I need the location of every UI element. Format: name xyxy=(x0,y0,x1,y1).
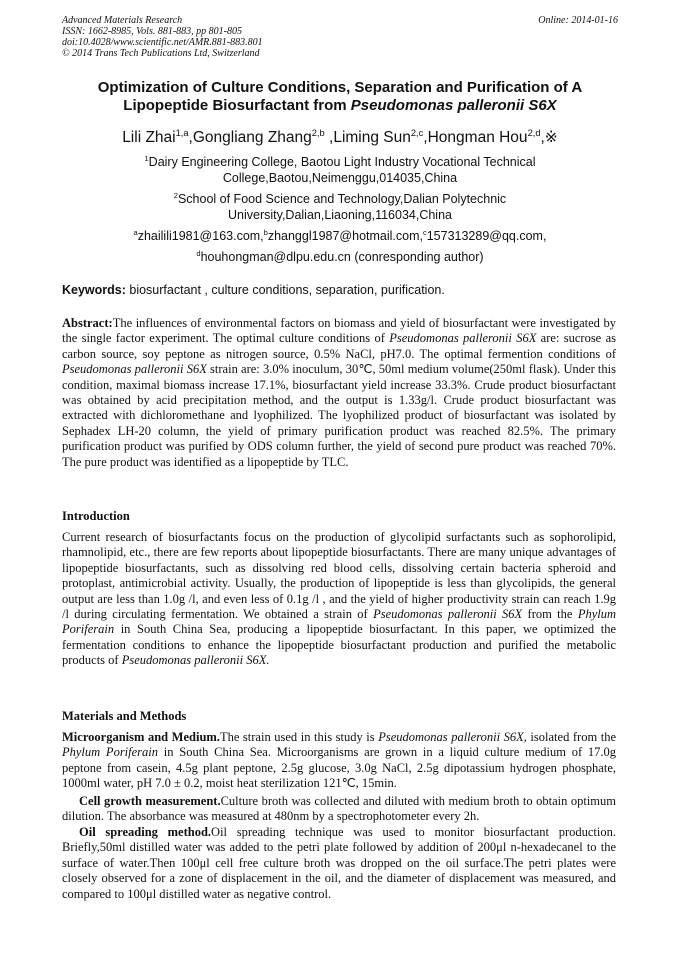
author-name: ,Gongliang Zhang xyxy=(188,129,312,146)
affiliation-2 xyxy=(60,191,620,223)
abstract-text: strain are: 3.0% inoculum, 30℃, 50ml medium volume(250ml flask). Under this condition, maximal biomass increase 17.1%, biosurfactant yield increase 33.3%. Crude product biosurfactant was obtained by acid precipitation method, and the output is 1.33g/l. Crude product biosurfactant was extracted with dichloromethane and lyophilized. The lyophilized product of biosurfactant was isolated by Sephadex LH-20 column, the yield of primary purification product was reached 82.5%. The primary purification product was purified by ODS column further, the yield of second pure product was reached 70%. The pure product was identified as a lipopeptide by TLC. xyxy=(62,362,616,469)
abstract-text: are: sucrose as carbon source, soy peptone as nitrogen source, 0.5% NaCl, pH7.0. The optimal fermention conditions of xyxy=(62,331,616,361)
introduction-paragraph xyxy=(62,530,616,669)
email-block xyxy=(60,228,620,265)
author-sup: 2,c xyxy=(410,127,424,138)
methods-italic: Pseudomonas palleronii S6X xyxy=(378,730,524,744)
abstract-text: The influences of environmental factors on biomass and yield of biosurfactant were investigated by the single factor experiment. The optimal culture conditions of xyxy=(62,316,616,346)
abstract-italic: Pseudomonas palleronii S6X xyxy=(62,362,207,377)
methods-text: The strain used in this study is xyxy=(219,730,379,744)
doi: doi:10.4028/www.scientific.net/AMR.881-883.801 xyxy=(62,37,263,48)
methods-text: Oil spreading technique was used to monitor biosurfactant production. Briefly,50ml distilled water was added to the petri plate followed by addition of 200μl n-hexadecanel to the surface of water.Then 100μl cell free culture broth was dropped on the oil surface.The petri plates were closely observed for a zone of displacement in the oil, and the diameter of displacement was measured, and compared to 100μl distilled water as negative control. xyxy=(62,825,616,901)
title-line-1: Optimization of Culture Conditions, Separation and Purification of A xyxy=(97,79,583,96)
abstract-italic: Pseudomonas palleronii S6X xyxy=(389,331,537,346)
author-name: ,Hongman Hou xyxy=(423,129,528,146)
author-name: Lili Zhai xyxy=(122,129,176,146)
methods-heading: Materials and Methods xyxy=(62,709,187,723)
methods-subheading: Oil spreading method. xyxy=(79,825,212,839)
title-line-2 xyxy=(60,97,620,115)
email-sup: c xyxy=(422,227,427,237)
introduction-heading: Introduction xyxy=(62,509,130,523)
methods-subheading: Cell growth measurement. xyxy=(79,794,221,808)
intro-italic: Pseudomonas palleronii S6X xyxy=(373,607,523,622)
journal-header xyxy=(62,15,618,59)
affiliation-line: Dairy Engineering College, Baotou Light Industry Vocational Technical xyxy=(148,155,536,169)
methods-paragraph-2 xyxy=(62,794,616,825)
keywords-label: Keywords: xyxy=(62,283,126,297)
email-sup: d xyxy=(196,248,201,258)
intro-text: Current research of biosurfactants focus on the production of glycolipid surfactants such as sophorolipid, rhamnolipid, etc., there are few reports about lipopeptide biosurfactants. There are many unique advantages of lipopeptide biosurfactants, such as dissolving red blood cells, dissolving certain bacteria spheroid and protoplast, antimicrobial activity. Usually, the production of lipopeptide is less than glycolipids, the general output are less than 1.0g /l, and even less of 0.1g /l , and the yield of higher productivity strain can reach 1.9g /l during circulating fermentation. We obtained a strain of xyxy=(62,530,616,622)
methods-text: in South China Sea. Microorganisms are grown in a liquid culture medium of 17.0g peptone from casein, 4.5g plant peptone, 2.5g glucose, 3.0g NaCl, 2.5g dipotassium hydrogen phosphate, 1000ml water, pH 7.0 ± 0.2, moist heat sterilization 121℃, 15min. xyxy=(62,745,616,791)
email-address: zhanggl1987@hotmail.com, xyxy=(267,229,423,243)
affiliation-line: University,Dalian,Liaoning,116034,China xyxy=(228,208,452,222)
corresponding-mark: ,※ xyxy=(540,129,558,146)
title-line-2-text: Lipopeptide Biosurfactant from xyxy=(123,97,351,114)
abstract-label: Abstract: xyxy=(62,316,113,330)
methods-paragraph-1 xyxy=(62,730,616,792)
author-sup: 2,b xyxy=(311,127,325,138)
issn: ISSN: 1662-8985, Vols. 881-883, pp 801-805 xyxy=(62,26,242,37)
affiliation-line: School of Food Science and Technology,Dalian Polytechnic xyxy=(177,192,507,206)
intro-italic: Pseudomonas palleronii S6X. xyxy=(121,653,270,668)
author-sup: 2,d xyxy=(527,127,541,138)
methods-subheading: Microorganism and Medium. xyxy=(62,730,220,744)
affiliation-sup: 2 xyxy=(173,190,178,200)
affiliation-line: College,Baotou,Neimenggu,014035,China xyxy=(222,171,458,185)
online-date: Online: 2014-01-16 xyxy=(538,15,618,26)
title-organism: Pseudomonas palleronii S6X xyxy=(350,97,557,114)
paper-title xyxy=(60,79,620,115)
email-address: zhailili1981@163.com, xyxy=(137,229,264,243)
author-sup: 1,a xyxy=(175,127,189,138)
journal-name: Advanced Materials Research xyxy=(62,15,183,26)
author-name: ,Liming Sun xyxy=(324,129,411,146)
email-sup: a xyxy=(133,227,138,237)
affiliation-1 xyxy=(60,154,620,186)
methods-text: Culture broth was collected and diluted with medium broth to obtain optimum dilution. The absorbance was measured at 480nm by a spectrophotometer every 2h. xyxy=(62,794,616,824)
email-address: 157313289@qq.com, xyxy=(426,229,547,243)
intro-italic: Phylum Poriferain xyxy=(62,607,616,637)
email-sup: b xyxy=(263,227,268,237)
methods-text: , isolated from the xyxy=(523,730,617,744)
affiliation-sup: 1 xyxy=(144,153,149,163)
methods-italic: Phylum Poriferain xyxy=(62,745,159,760)
intro-text: in South China Sea, producing a lipopeptide biosurfactant. In this paper, we optimized the fermentation conditions to enhance the lipopeptide biosurfactant production and purified the metabolic products of xyxy=(62,622,616,668)
author-list xyxy=(60,129,620,147)
keywords xyxy=(62,283,616,298)
methods-paragraph-3 xyxy=(62,825,616,902)
abstract xyxy=(62,316,616,470)
email-address: houhongman@dlpu.edu.cn (conresponding author) xyxy=(200,250,484,264)
copyright: © 2014 Trans Tech Publications Ltd, Switzerland xyxy=(62,48,260,59)
keywords-text: biosurfactant , culture conditions, separation, purification. xyxy=(125,283,445,297)
intro-text: from the xyxy=(522,607,578,622)
